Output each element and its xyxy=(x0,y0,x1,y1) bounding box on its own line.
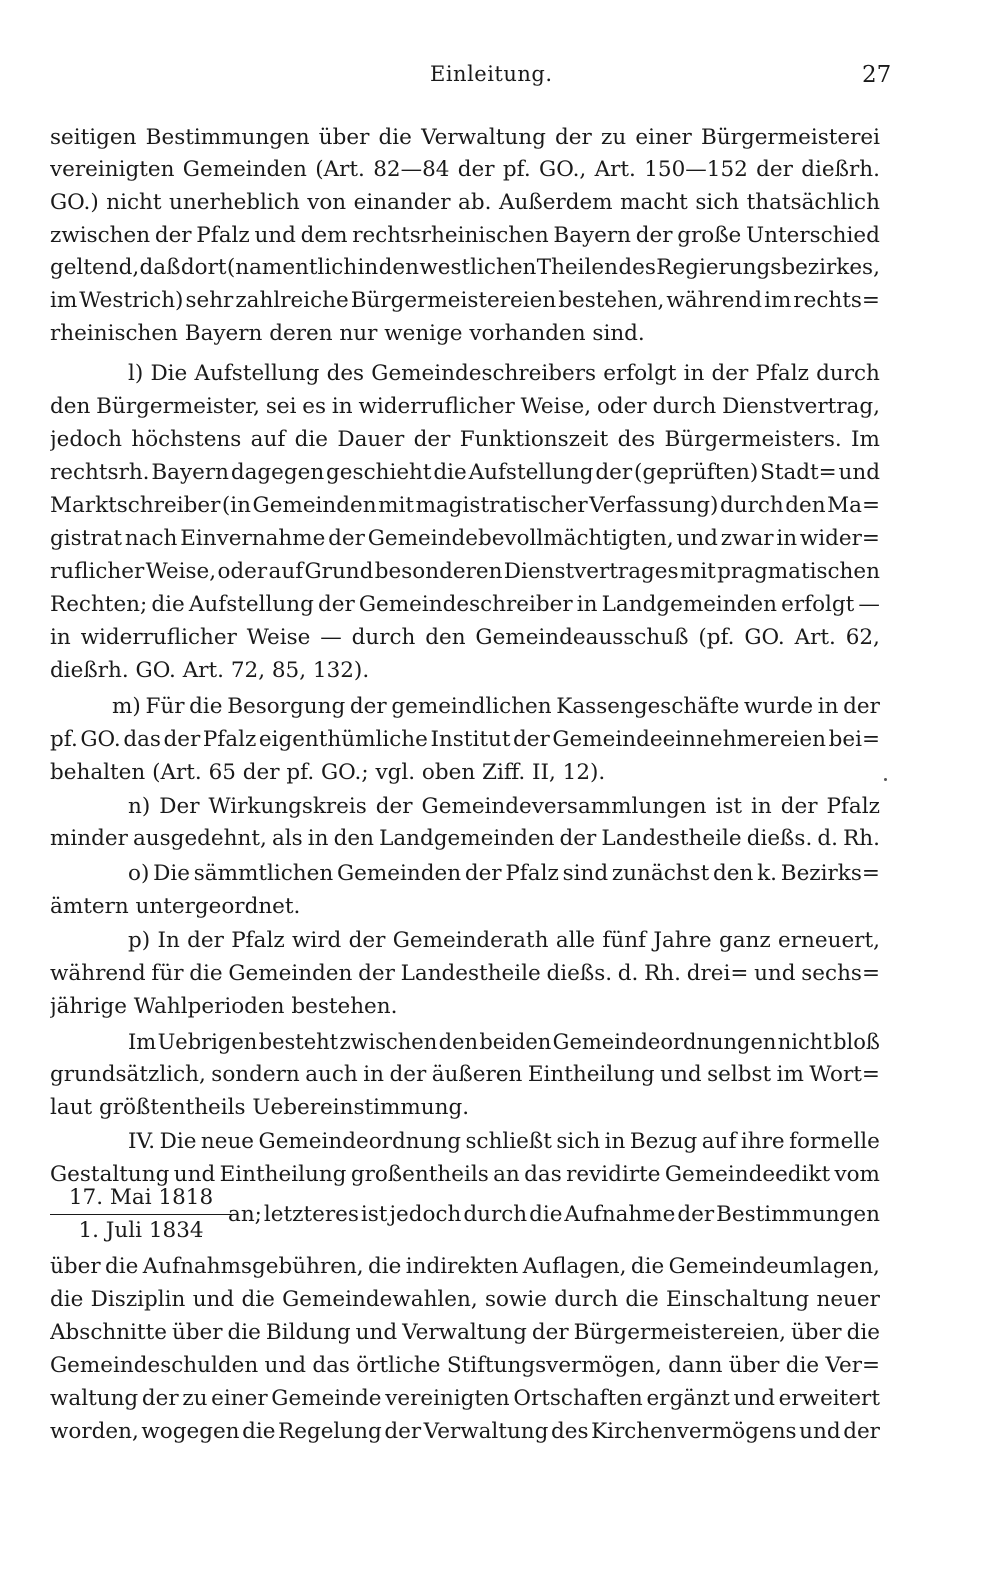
text-line: dießrh. GO. Art. 72, 85, 132). xyxy=(50,658,370,683)
running-head: Einleitung. xyxy=(430,62,553,86)
text-line: Im Uebrigen besteht zwischen den beiden Gemeindeordnungen nicht bloß xyxy=(128,1030,880,1054)
date-fraction xyxy=(50,1183,232,1246)
fraction-denominator: 1. Juli 1834 xyxy=(78,1218,204,1243)
text-line: den Bürgermeister, sei es in widerruflicher Weise, oder durch Dienstvertrag, xyxy=(50,394,880,419)
text-line: o) Die sämmtlichen Gemeinden der Pfalz sind zunächst den k. Bezirks= xyxy=(128,861,880,886)
text-line: minder ausgedehnt, als in den Landgemeinden der Landestheile dießs. d. Rh. xyxy=(50,826,880,851)
text-line: vereinigten Gemeinden (Art. 82—84 der pf. GO., Art. 150—152 der dießrh. xyxy=(50,157,880,182)
page-number: 27 xyxy=(862,62,892,88)
text-line: rechtsrh. Bayern dagegen geschieht die Aufstellung der (geprüften) Stadt= und xyxy=(50,460,880,485)
text-line: IV. Die neue Gemeindeordnung schließt sich in Bezug auf ihre formelle xyxy=(128,1129,880,1154)
text-line: p) In der Pfalz wird der Gemeinderath alle fünf Jahre ganz erneuert, xyxy=(128,928,880,953)
fraction-numerator: 17. Mai 1818 xyxy=(50,1183,232,1215)
text-line: Marktschreiber (in Gemeinden mit magistratischer Verfassung) durch den Ma= xyxy=(50,493,880,518)
text-line: ruflicher Weise, oder auf Grund besonderen Dienstvertrages mit pragmatischen xyxy=(50,559,880,584)
text-line: im Westrich) sehr zahlreiche Bürgermeistereien bestehen, während im rechts= xyxy=(50,288,880,313)
text-line: grundsätzlich, sondern auch in der äußeren Eintheilung und selbst im Wort= xyxy=(50,1062,880,1087)
text-line: pf. GO. das der Pfalz eigenthümliche Institut der Gemeindeeinnehmereien bei= xyxy=(50,727,880,752)
text-line: über die Aufnahmsgebühren, die indirekten Auflagen, die Gemeindeumlagen, xyxy=(50,1254,880,1279)
text-line: jährige Wahlperioden bestehen. xyxy=(50,994,398,1019)
text-line: an; letzteres ist jedoch durch die Aufnahme der Bestimmungen xyxy=(228,1202,880,1227)
text-line: m) Für die Besorgung der gemeindlichen Kassengeschäfte wurde in der xyxy=(112,694,880,719)
text-line: zwischen der Pfalz und dem rechtsrheinischen Bayern der große Unterschied xyxy=(50,223,880,248)
text-line: jedoch höchstens auf die Dauer der Funktionszeit des Bürgermeisters. Im xyxy=(50,427,880,452)
text-line: geltend, daß dort (namentlich in den westlichen Theilen des Regierungsbezirkes, xyxy=(50,255,880,280)
text-line: worden, wogegen die Regelung der Verwaltung des Kirchenvermögens und der xyxy=(50,1419,880,1444)
text-line: die Disziplin und die Gemeindewahlen, sowie durch die Einschaltung neuer xyxy=(50,1287,880,1312)
text-line: Abschnitte über die Bildung und Verwaltung der Bürgermeistereien, über die xyxy=(50,1320,880,1345)
text-line: laut größtentheils Uebereinstimmung. xyxy=(50,1095,470,1120)
text-line: während für die Gemeinden der Landestheile dießs. d. Rh. drei= und sechs= xyxy=(50,961,880,986)
text-line: GO.) nicht unerheblich von einander ab. Außerdem macht sich thatsächlich xyxy=(50,190,880,215)
text-line: n) Der Wirkungskreis der Gemeindeversammlungen ist in der Pfalz xyxy=(128,794,880,819)
text-line: l) Die Aufstellung des Gemeindeschreibers erfolgt in der Pfalz durch xyxy=(128,361,880,386)
text-line: Gemeindeschulden und das örtliche Stiftungsvermögen, dann über die Ver= xyxy=(50,1353,880,1378)
text-line: gistrat nach Einvernahme der Gemeindebevollmächtigten, und zwar in wider= xyxy=(50,526,880,551)
text-line: waltung der zu einer Gemeinde vereinigten Ortschaften ergänzt und erweitert xyxy=(50,1386,880,1411)
text-line: Rechten; die Aufstellung der Gemeindeschreiber in Landgemeinden erfolgt — xyxy=(50,592,880,617)
text-line: Gestaltung und Eintheilung großentheils an das revidirte Gemeindeedikt vom xyxy=(50,1162,880,1187)
text-line: in widerruflicher Weise — durch den Gemeindeausschuß (pf. GO. Art. 62, xyxy=(50,625,880,650)
text-line: seitigen Bestimmungen über die Verwaltung der zu einer Bürgermeisterei xyxy=(50,125,880,150)
text-line: behalten (Art. 65 der pf. GO.; vgl. oben Ziff. II, 12). xyxy=(50,760,606,785)
ink-speck xyxy=(884,778,887,781)
text-line: rheinischen Bayern deren nur wenige vorhanden sind. xyxy=(50,321,645,346)
text-line: ämtern untergeordnet. xyxy=(50,894,301,919)
